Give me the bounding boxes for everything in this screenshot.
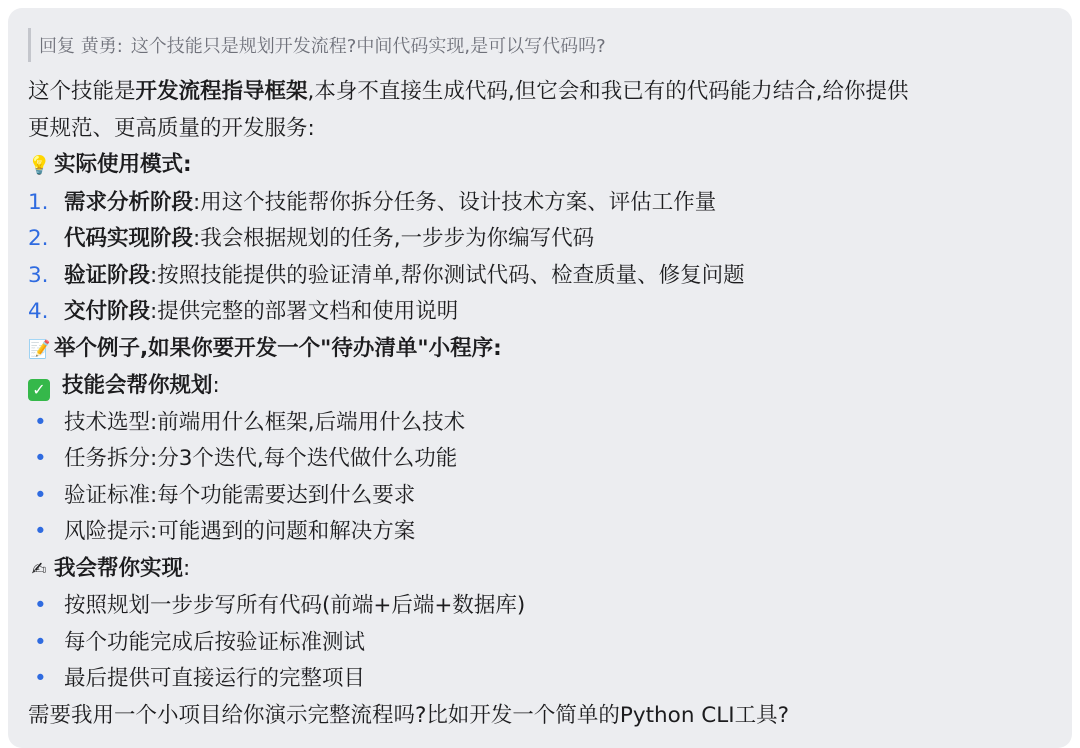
lightbulb-icon: 💡 [28,155,51,176]
item-bold: 交付阶段 [64,299,151,324]
list-item [28,221,1052,258]
modes-title: 实际使用模式: [54,152,192,177]
item-text: 任务拆分:分3个迭代,每个迭代做什么功能 [64,446,458,471]
skill-title: 技能会帮你规划 [62,373,213,398]
list-item [28,185,1052,222]
item-text: 最后提供可直接运行的完整项目 [64,666,366,691]
item-bold: 需求分析阶段 [64,189,194,215]
bullet-icon [28,661,64,698]
reply-quote[interactable] [28,28,1052,62]
reply-label: 回复 黄勇: [39,36,123,57]
example-heading [28,331,1052,369]
skill-heading [28,368,1052,405]
closing-text: 需要我用一个小项目给你演示完整流程吗?比如开发一个简单的Python CLI工具? [28,702,790,728]
item-number: 4. [28,299,49,324]
list-item [28,661,1052,698]
item-bold: 验证阶段 [64,262,151,288]
item-bold: 代码实现阶段 [64,226,194,251]
item-number: 1. [28,189,49,215]
intro-text: 这个技能是 [28,79,136,104]
intro-line-1 [28,74,1052,111]
list-item [28,405,1052,442]
implement-title: 我会帮你实现 [54,555,184,581]
list-item [28,294,1052,331]
intro-text-2: ,本身不直接生成代码,但它会和我已有的代码能力结合,给你提供 [307,79,909,104]
item-text: 技术选型:前端用什么框架,后端用什么技术 [64,409,466,435]
skill-colon: : [212,373,220,398]
reply-quote-text: 这个技能只是规划开发流程?中间代码实现,是可以写代码吗? [130,36,606,57]
message-bubble [8,8,1072,748]
list-item [28,441,1052,478]
item-text: :用这个技能帮你拆分任务、设计技术方案、评估工作量 [193,189,717,215]
item-text: :我会根据规划的任务,一步步为你编写代码 [193,226,595,251]
item-number: 2. [28,226,49,251]
item-text: 每个功能完成后按验证标准测试 [64,629,366,655]
memo-icon: 📝 [28,338,51,360]
message-content [28,74,1052,734]
example-title: 举个例子,如果你要开发一个"待办清单"小程序: [54,335,502,361]
bullet-icon [28,478,64,515]
list-item [28,478,1052,515]
bullet-icon [28,625,64,662]
bullet-icon [28,588,64,625]
item-text: :提供完整的部署文档和使用说明 [150,299,459,324]
implement-colon: : [183,555,191,581]
bullet-icon [28,441,64,478]
intro-line-2: 更规范、更高质量的开发服务: [28,115,315,141]
item-text: :按照技能提供的验证清单,帮你测试代码、检查质量、修复问题 [150,262,745,288]
bullet-icon [28,405,64,442]
list-item [28,625,1052,662]
writing-hand-icon: ✍ [31,558,47,580]
bullet-icon [28,514,64,551]
list-item [28,514,1052,551]
intro-bold: 开发流程指导框架 [135,79,308,104]
check-mark-icon: ✓ [28,379,50,401]
item-text: 按照规划一步步写所有代码(前端+后端+数据库) [64,593,526,618]
list-item [28,258,1052,295]
item-number: 3. [28,262,49,288]
modes-heading [28,147,1052,185]
item-text: 风险提示:可能遇到的问题和解决方案 [64,519,416,544]
implement-heading [28,551,1052,589]
list-item [28,588,1052,625]
item-text: 验证标准:每个功能需要达到什么要求 [64,482,416,508]
